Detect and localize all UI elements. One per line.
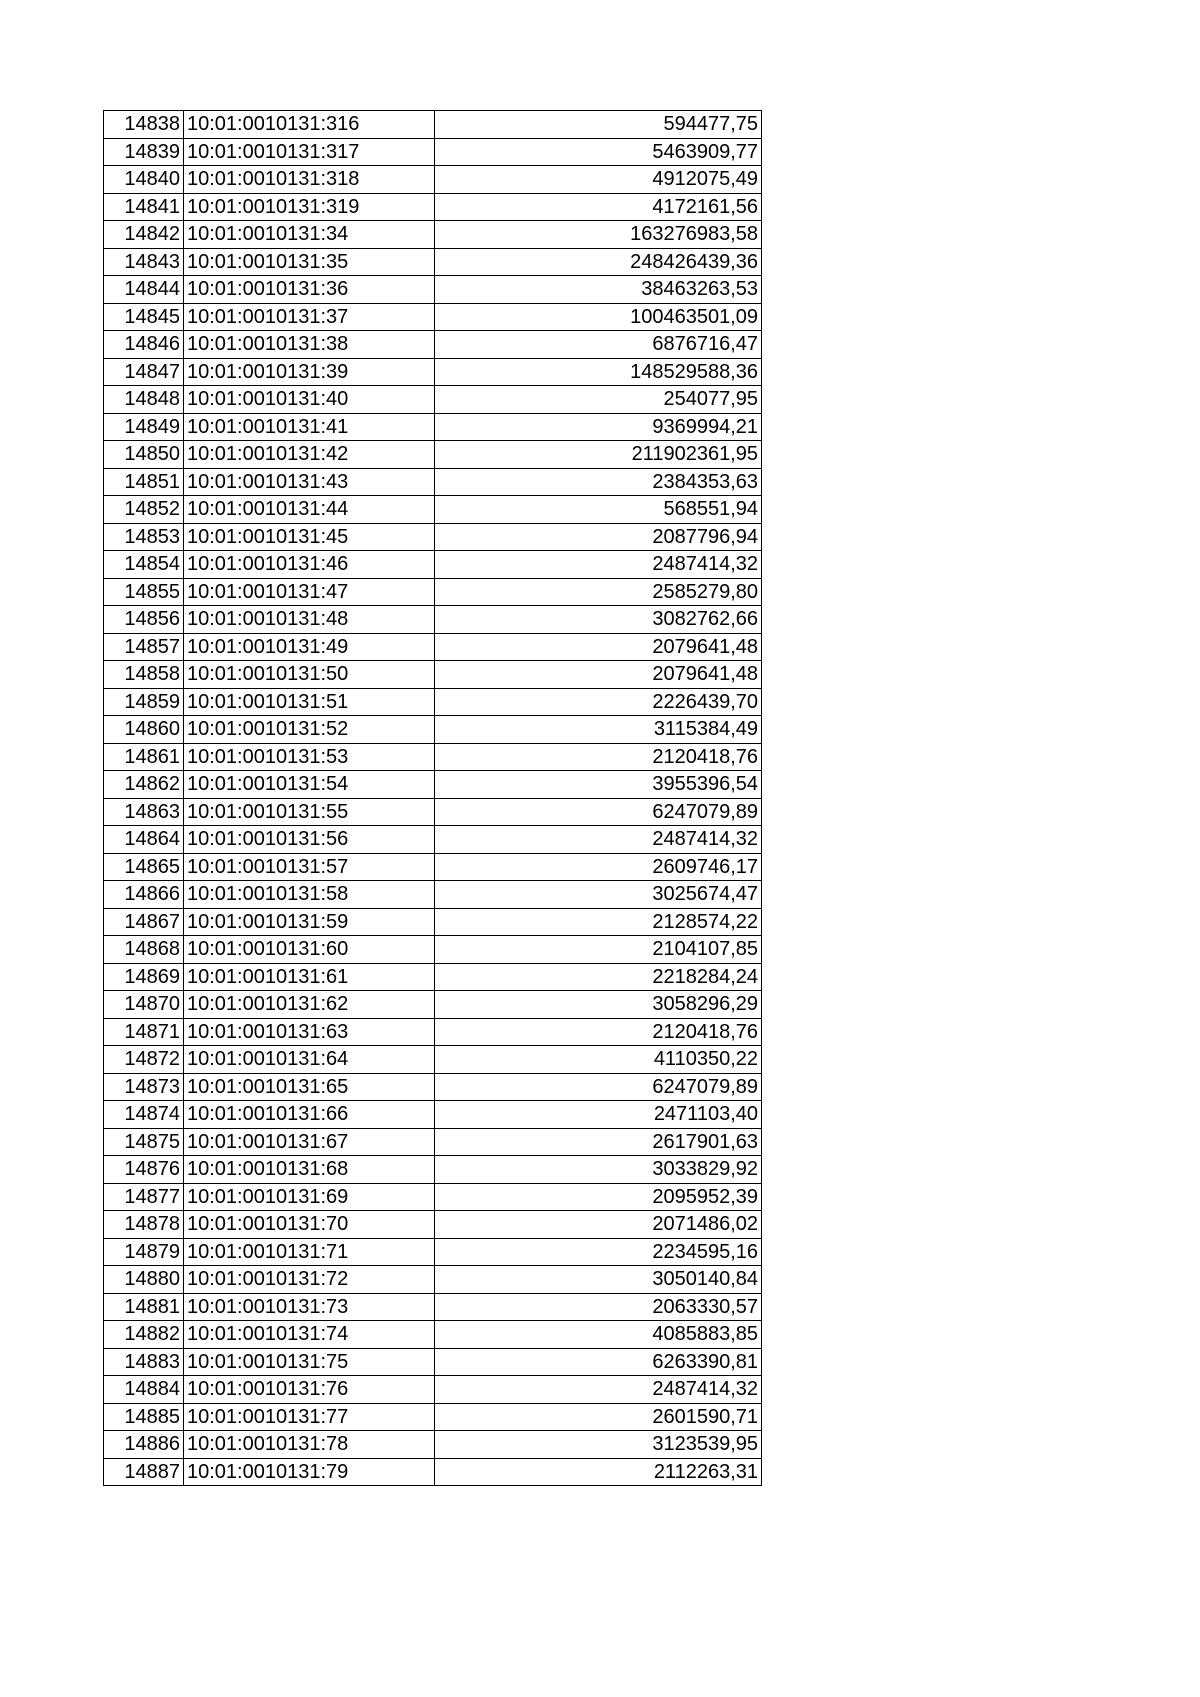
table-row — [104, 991, 762, 1019]
table-row — [104, 606, 762, 634]
row-number-cell: 14883 — [104, 1348, 184, 1376]
value-cell: 2585279,80 — [435, 578, 762, 606]
table-row — [104, 798, 762, 826]
value-cell: 4085883,85 — [435, 1321, 762, 1349]
row-number-cell: 14863 — [104, 798, 184, 826]
row-number-cell: 14843 — [104, 248, 184, 276]
value-cell: 4110350,22 — [435, 1046, 762, 1074]
row-number-cell: 14884 — [104, 1376, 184, 1404]
row-number-cell: 14846 — [104, 331, 184, 359]
cadastral-number-cell: 10:01:0010131:316 — [184, 111, 435, 139]
table-row — [104, 248, 762, 276]
cadastral-number-cell: 10:01:0010131:79 — [184, 1458, 435, 1486]
table-row — [104, 661, 762, 689]
table-row — [104, 1348, 762, 1376]
value-cell: 2226439,70 — [435, 688, 762, 716]
table-row — [104, 1018, 762, 1046]
row-number-cell: 14867 — [104, 908, 184, 936]
table-row — [104, 1376, 762, 1404]
table-row — [104, 1073, 762, 1101]
table-row — [104, 468, 762, 496]
cadastral-number-cell: 10:01:0010131:42 — [184, 441, 435, 469]
value-cell: 3115384,49 — [435, 716, 762, 744]
row-number-cell: 14869 — [104, 963, 184, 991]
table-row — [104, 551, 762, 579]
row-number-cell: 14857 — [104, 633, 184, 661]
value-cell: 2218284,24 — [435, 963, 762, 991]
value-cell: 2609746,17 — [435, 853, 762, 881]
cadastral-number-cell: 10:01:0010131:48 — [184, 606, 435, 634]
cadastral-number-cell: 10:01:0010131:63 — [184, 1018, 435, 1046]
row-number-cell: 14858 — [104, 661, 184, 689]
row-number-cell: 14876 — [104, 1156, 184, 1184]
row-number-cell: 14877 — [104, 1183, 184, 1211]
cadastral-number-cell: 10:01:0010131:53 — [184, 743, 435, 771]
value-cell: 9369994,21 — [435, 413, 762, 441]
row-number-cell: 14838 — [104, 111, 184, 139]
cadastral-number-cell: 10:01:0010131:70 — [184, 1211, 435, 1239]
table-row — [104, 716, 762, 744]
value-cell: 2234595,16 — [435, 1238, 762, 1266]
value-cell: 2601590,71 — [435, 1403, 762, 1431]
row-number-cell: 14875 — [104, 1128, 184, 1156]
row-number-cell: 14862 — [104, 771, 184, 799]
table-row — [104, 111, 762, 139]
table-row — [104, 1293, 762, 1321]
row-number-cell: 14841 — [104, 193, 184, 221]
cadastral-number-cell: 10:01:0010131:69 — [184, 1183, 435, 1211]
cadastral-number-cell: 10:01:0010131:58 — [184, 881, 435, 909]
value-cell: 2487414,32 — [435, 551, 762, 579]
value-cell: 4172161,56 — [435, 193, 762, 221]
cadastral-number-cell: 10:01:0010131:62 — [184, 991, 435, 1019]
cadastral-number-cell: 10:01:0010131:55 — [184, 798, 435, 826]
row-number-cell: 14879 — [104, 1238, 184, 1266]
row-number-cell: 14886 — [104, 1431, 184, 1459]
table-row — [104, 1211, 762, 1239]
data-table — [103, 110, 762, 1486]
row-number-cell: 14870 — [104, 991, 184, 1019]
cadastral-number-cell: 10:01:0010131:64 — [184, 1046, 435, 1074]
cadastral-number-cell: 10:01:0010131:317 — [184, 138, 435, 166]
cadastral-number-cell: 10:01:0010131:36 — [184, 276, 435, 304]
row-number-cell: 14866 — [104, 881, 184, 909]
table-row — [104, 496, 762, 524]
value-cell: 6247079,89 — [435, 1073, 762, 1101]
table-row — [104, 908, 762, 936]
table-row — [104, 743, 762, 771]
table-row — [104, 441, 762, 469]
value-cell: 2471103,40 — [435, 1101, 762, 1129]
table-row — [104, 1156, 762, 1184]
cadastral-number-cell: 10:01:0010131:318 — [184, 166, 435, 194]
table-row — [104, 523, 762, 551]
value-cell: 248426439,36 — [435, 248, 762, 276]
value-cell: 6876716,47 — [435, 331, 762, 359]
cadastral-number-cell: 10:01:0010131:44 — [184, 496, 435, 524]
table-row — [104, 1101, 762, 1129]
value-cell: 2079641,48 — [435, 633, 762, 661]
cadastral-number-cell: 10:01:0010131:75 — [184, 1348, 435, 1376]
row-number-cell: 14882 — [104, 1321, 184, 1349]
cadastral-number-cell: 10:01:0010131:65 — [184, 1073, 435, 1101]
value-cell: 3082762,66 — [435, 606, 762, 634]
value-cell: 2079641,48 — [435, 661, 762, 689]
table-row — [104, 826, 762, 854]
table-row — [104, 413, 762, 441]
cadastral-number-cell: 10:01:0010131:34 — [184, 221, 435, 249]
value-cell: 2087796,94 — [435, 523, 762, 551]
value-cell: 4912075,49 — [435, 166, 762, 194]
value-cell: 2104107,85 — [435, 936, 762, 964]
row-number-cell: 14850 — [104, 441, 184, 469]
value-cell: 5463909,77 — [435, 138, 762, 166]
table-row — [104, 578, 762, 606]
value-cell: 2063330,57 — [435, 1293, 762, 1321]
row-number-cell: 14878 — [104, 1211, 184, 1239]
table-row — [104, 1266, 762, 1294]
value-cell: 2071486,02 — [435, 1211, 762, 1239]
value-cell: 163276983,58 — [435, 221, 762, 249]
cadastral-number-cell: 10:01:0010131:59 — [184, 908, 435, 936]
table-row — [104, 303, 762, 331]
cadastral-number-cell: 10:01:0010131:54 — [184, 771, 435, 799]
table-row — [104, 1431, 762, 1459]
row-number-cell: 14839 — [104, 138, 184, 166]
cadastral-number-cell: 10:01:0010131:47 — [184, 578, 435, 606]
row-number-cell: 14868 — [104, 936, 184, 964]
table-row — [104, 1046, 762, 1074]
table-row — [104, 358, 762, 386]
value-cell: 2095952,39 — [435, 1183, 762, 1211]
cadastral-number-cell: 10:01:0010131:74 — [184, 1321, 435, 1349]
row-number-cell: 14859 — [104, 688, 184, 716]
row-number-cell: 14844 — [104, 276, 184, 304]
table-row — [104, 771, 762, 799]
cadastral-number-cell: 10:01:0010131:41 — [184, 413, 435, 441]
row-number-cell: 14864 — [104, 826, 184, 854]
row-number-cell: 14848 — [104, 386, 184, 414]
cadastral-number-cell: 10:01:0010131:52 — [184, 716, 435, 744]
value-cell: 6263390,81 — [435, 1348, 762, 1376]
value-cell: 3058296,29 — [435, 991, 762, 1019]
value-cell: 100463501,09 — [435, 303, 762, 331]
row-number-cell: 14860 — [104, 716, 184, 744]
value-cell: 3123539,95 — [435, 1431, 762, 1459]
value-cell: 2487414,32 — [435, 826, 762, 854]
value-cell: 2384353,63 — [435, 468, 762, 496]
table-row — [104, 1238, 762, 1266]
row-number-cell: 14854 — [104, 551, 184, 579]
row-number-cell: 14871 — [104, 1018, 184, 1046]
value-cell: 211902361,95 — [435, 441, 762, 469]
cadastral-number-cell: 10:01:0010131:67 — [184, 1128, 435, 1156]
row-number-cell: 14845 — [104, 303, 184, 331]
row-number-cell: 14856 — [104, 606, 184, 634]
value-cell: 3033829,92 — [435, 1156, 762, 1184]
table-row — [104, 881, 762, 909]
table-row — [104, 386, 762, 414]
cadastral-number-cell: 10:01:0010131:71 — [184, 1238, 435, 1266]
table-row — [104, 1128, 762, 1156]
cadastral-number-cell: 10:01:0010131:49 — [184, 633, 435, 661]
row-number-cell: 14872 — [104, 1046, 184, 1074]
row-number-cell: 14849 — [104, 413, 184, 441]
value-cell: 38463263,53 — [435, 276, 762, 304]
row-number-cell: 14873 — [104, 1073, 184, 1101]
table-row — [104, 193, 762, 221]
row-number-cell: 14880 — [104, 1266, 184, 1294]
value-cell: 594477,75 — [435, 111, 762, 139]
row-number-cell: 14847 — [104, 358, 184, 386]
row-number-cell: 14865 — [104, 853, 184, 881]
cadastral-number-cell: 10:01:0010131:38 — [184, 331, 435, 359]
value-cell: 3955396,54 — [435, 771, 762, 799]
cadastral-number-cell: 10:01:0010131:45 — [184, 523, 435, 551]
table-row — [104, 1183, 762, 1211]
row-number-cell: 14885 — [104, 1403, 184, 1431]
row-number-cell: 14851 — [104, 468, 184, 496]
row-number-cell: 14852 — [104, 496, 184, 524]
row-number-cell: 14840 — [104, 166, 184, 194]
value-cell: 2120418,76 — [435, 743, 762, 771]
row-number-cell: 14874 — [104, 1101, 184, 1129]
row-number-cell: 14861 — [104, 743, 184, 771]
table-row — [104, 1321, 762, 1349]
value-cell: 2487414,32 — [435, 1376, 762, 1404]
cadastral-number-cell: 10:01:0010131:319 — [184, 193, 435, 221]
table-row — [104, 853, 762, 881]
table-row — [104, 166, 762, 194]
cadastral-number-cell: 10:01:0010131:43 — [184, 468, 435, 496]
cadastral-number-cell: 10:01:0010131:46 — [184, 551, 435, 579]
value-cell: 6247079,89 — [435, 798, 762, 826]
row-number-cell: 14855 — [104, 578, 184, 606]
cadastral-number-cell: 10:01:0010131:50 — [184, 661, 435, 689]
table-row — [104, 1403, 762, 1431]
value-cell: 2120418,76 — [435, 1018, 762, 1046]
table-row — [104, 963, 762, 991]
value-cell: 2128574,22 — [435, 908, 762, 936]
table-row — [104, 276, 762, 304]
table-row — [104, 1458, 762, 1486]
table-row — [104, 221, 762, 249]
value-cell: 3050140,84 — [435, 1266, 762, 1294]
cadastral-number-cell: 10:01:0010131:78 — [184, 1431, 435, 1459]
row-number-cell: 14842 — [104, 221, 184, 249]
row-number-cell: 14853 — [104, 523, 184, 551]
value-cell: 2617901,63 — [435, 1128, 762, 1156]
cadastral-number-cell: 10:01:0010131:39 — [184, 358, 435, 386]
value-cell: 3025674,47 — [435, 881, 762, 909]
cadastral-number-cell: 10:01:0010131:66 — [184, 1101, 435, 1129]
table-row — [104, 331, 762, 359]
cadastral-number-cell: 10:01:0010131:73 — [184, 1293, 435, 1321]
value-cell: 2112263,31 — [435, 1458, 762, 1486]
row-number-cell: 14881 — [104, 1293, 184, 1321]
cadastral-number-cell: 10:01:0010131:37 — [184, 303, 435, 331]
table-row — [104, 633, 762, 661]
cadastral-number-cell: 10:01:0010131:51 — [184, 688, 435, 716]
cadastral-number-cell: 10:01:0010131:56 — [184, 826, 435, 854]
cadastral-number-cell: 10:01:0010131:60 — [184, 936, 435, 964]
table-row — [104, 936, 762, 964]
cadastral-number-cell: 10:01:0010131:40 — [184, 386, 435, 414]
value-cell: 148529588,36 — [435, 358, 762, 386]
value-cell: 254077,95 — [435, 386, 762, 414]
value-cell: 568551,94 — [435, 496, 762, 524]
table-row — [104, 688, 762, 716]
cadastral-number-cell: 10:01:0010131:61 — [184, 963, 435, 991]
cadastral-number-cell: 10:01:0010131:35 — [184, 248, 435, 276]
cadastral-number-cell: 10:01:0010131:72 — [184, 1266, 435, 1294]
cadastral-number-cell: 10:01:0010131:76 — [184, 1376, 435, 1404]
cadastral-number-cell: 10:01:0010131:68 — [184, 1156, 435, 1184]
cadastral-number-cell: 10:01:0010131:57 — [184, 853, 435, 881]
table-body — [104, 111, 762, 1486]
table-row — [104, 138, 762, 166]
row-number-cell: 14887 — [104, 1458, 184, 1486]
cadastral-number-cell: 10:01:0010131:77 — [184, 1403, 435, 1431]
